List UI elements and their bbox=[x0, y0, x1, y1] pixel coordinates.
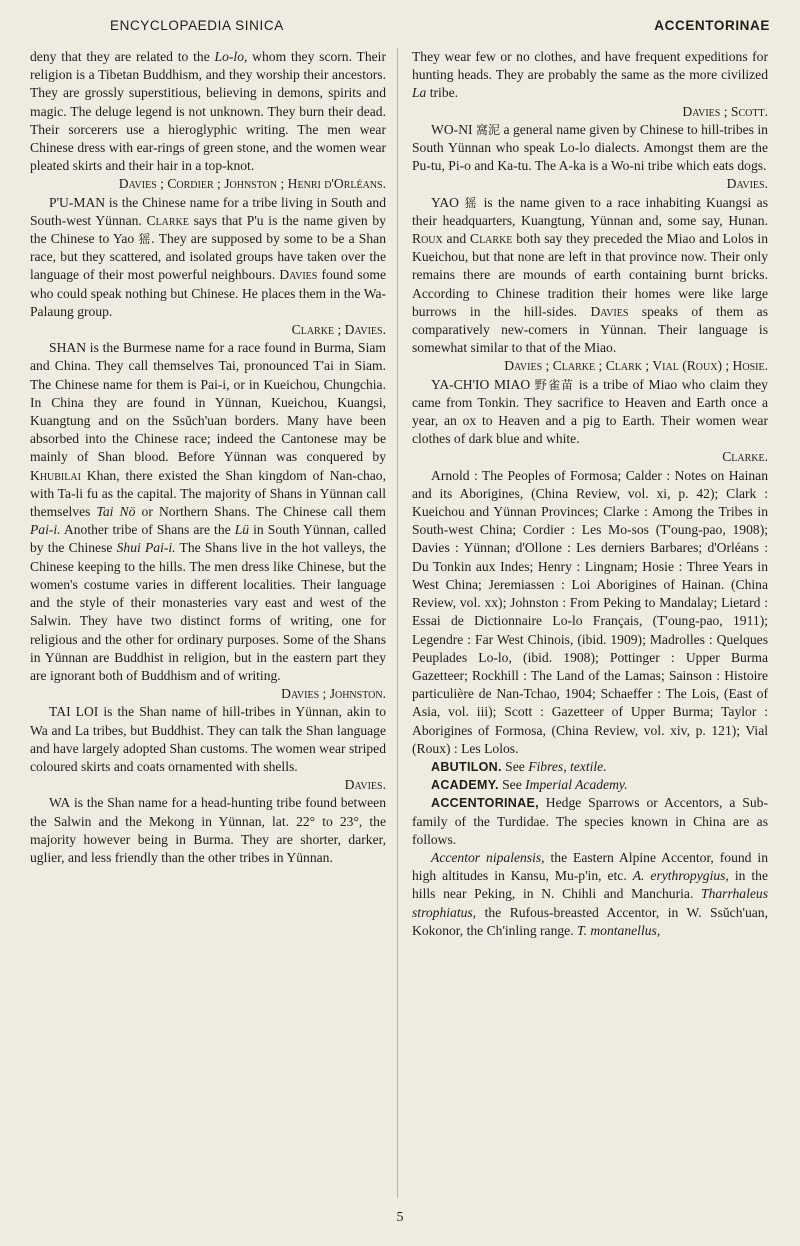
headword-yao: YAO bbox=[431, 194, 459, 210]
headword-shan: SHAN bbox=[49, 340, 87, 356]
citation-signature: Clarke ; Davies. bbox=[291, 322, 386, 338]
column-divider bbox=[397, 48, 398, 1198]
headword-abutilon: ABUTILON. bbox=[431, 759, 502, 774]
entry-academy: ACADEMY. See Imperial Academy. bbox=[431, 777, 628, 793]
citation-signature: Clarke. bbox=[722, 449, 768, 465]
headword-academy: ACADEMY. bbox=[431, 778, 499, 793]
headword-ya-chio-miao: YA-CH'IO MIAO bbox=[431, 376, 531, 392]
page-number: 5 bbox=[396, 1210, 404, 1225]
bibliography: Arnold : The Peoples of Formosa; Calder : Notes on Hainan and its Aborigines, (China Review, vol. xi, p. 42); Clark : Kueichou and Yünnan Provinces; Clarke : Among the Tribes in South-west China; Cordier : Les Mo-sos (T'oung-pao, 1908); Davies : Yünnan; d'Ollone : Les derniers Barbares; d'Orléans : Du Tonkin aux Indes; Henry : Lingnam; Hosie : Three Years in West China; Jeremiassen : Loi Aborigines of Hainan. (China Review, vol. xx); Johnston : From Peking to Mandalay; Lietard : Essai de Dictionnaire Lo-lo Français, (T'oung-pao, 1911); Legendre : Far West Chinois, (ibid. 1909); Madrolles : Quelques Peuplades Lo-lo, (ibid. 1908); Pottinger : Upper Burma Gazetteer; Rockhill : The Land of the Lamas; Sainson : Histoire particulière de Nan-Tchao, 1904; Schaeffer : The Lois, (East of Asia, vol. iii); Scott : Gazetteer of Upper Burma; Taylor : Aborigines of Formosa, (China Review, vol. xiv, p. 121); Vial (Roux) : Les Lolos. bbox=[412, 467, 768, 756]
accentorinae-species: Accentor nipalensis, the Eastern Alpine Accentor, found in high altitudes in Kansu, Mu-p'in, etc. A. erythropygius, in the hills near Peking, in N. Chihli and Manchuria. Tharrhaleus strophiatus, the Rufous-breasted Accentor, in W. Ssŭch'uan, Kokonor, the Ch'inling range. T. montanellus, bbox=[412, 849, 768, 938]
citation-signature: Davies. bbox=[726, 176, 768, 192]
headword-accentorinae: ACCENTORINAE, bbox=[431, 796, 539, 811]
left-column bbox=[30, 48, 386, 1203]
entry-shan: SHAN is the Burmese name for a race found in Burma, Siam and China. They call themselves Tai, pronounced T'ai in Siam. The Chinese name for them is Pai-i, or in Kueichou, Chungchia. In China they are found in Yünnan, Kueichou, Kuangsi, Kuangtung and on the Ssŭch'uan borders. Many have been absorbed into the Chinese race; indeed the Cantonese may be mainly of Shan blood. Before Yünnan was conquered by Khubilai Khan, there existed the Shan kingdom of Nan-chao, with Ta-li fu as the capital. The majority of Shans in Yünnan call themselves Tai Nö or Northern Shans. The Chinese call them Pai-i. Another tribe of Shans are the Lü in South Yünnan, called by the Chinese Shui Pai-i. The Shans live in the hot valleys, the Chinese keeping to the hills. The men dress like Chinese, but the women's costume varies in different localities. Their language and the style of their monasteries vary east and west of the Salwin. They have two distinct forms of writing, one for religious and the other for ordinary purposes. Some of the Shans in Yünnan are Buddhist in religion, but in the eastern part they are ignorant both of Buddhism and of writing. bbox=[30, 340, 386, 683]
entry-accentorinae: ACCENTORINAE, Hedge Sparrows or Accentors, a Sub-family of the Turdidae. The species known in China are as follows. bbox=[412, 795, 768, 847]
paragraph-wa-continued: They wear few or no clothes, and have frequent expeditions for hunting heads. They are probably the same as the more civilized La tribe. bbox=[412, 49, 768, 101]
right-column bbox=[412, 48, 768, 1203]
citation-signature: Davies ; Johnston. bbox=[281, 686, 386, 702]
entry-wo-ni: WO-NI 窩泥 a general name given by Chinese to hill-tribes in South Yünnan who speak Lo-lo dialects. Amongst them are the Pu-tu, Pi-o and Ka-tu. The A-ka is a Wo-ni tribe which eats dogs. bbox=[412, 121, 768, 174]
headword-puman: P'U-MAN bbox=[49, 194, 106, 210]
citation-signature: Davies ; Cordier ; Johnston ; Henri d'Orléans. bbox=[118, 176, 386, 192]
header-entry: ACCENTORINAE bbox=[654, 18, 770, 33]
citation-signature: Davies ; Clarke ; Clark ; Vial (Roux) ; Hosie. bbox=[504, 358, 768, 374]
header-title: ENCYCLOPAEDIA SINICA bbox=[110, 18, 284, 33]
paragraph-lolo-continued: deny that they are related to the Lo-lo, whom they scorn. Their religion is a Tibetan Buddhism, and they worship their ancestors. They are grossly superstitious, believing in demons, spirits and magic. The deluge legend is not unknown. They burn their dead. Their sorcerers use a hieroglyphic writing. The men wear Chinese dress with ear-rings of green stone, and the women wear pleated skirts and their hair in a top-knot. bbox=[30, 49, 386, 174]
headword-tai-loi: TAI LOI bbox=[49, 704, 99, 720]
entry-puman: P'U-MAN is the Chinese name for a tribe living in South and South-west Yünnan. Clarke says that P'u is the name given by the Chinese to Yao 猺. They are supposed by some to be a Shan race, but they scattered, and isolated groups have taken over the language of their most powerful neighbours. Davies found some who could speak nothing but Chinese. He places them in the Wa-Palaung group. bbox=[30, 194, 386, 319]
citation-signature: Davies ; Scott. bbox=[682, 103, 768, 119]
entry-ya-chio-miao: YA-CH'IO MIAO 野雀苗 is a tribe of Miao who claim they came from Tonkin. They sacrifice to Heaven and Earth once a year, an ox to Heaven and a pig to Earth. Their women wear clothes of dark blue and white. bbox=[412, 376, 768, 447]
entry-wa: WA is the Shan name for a head-hunting tribe found between the Salwin and the Mekong in Yünnan, lat. 22° to 23°, the majority however being in Burma. They are shorter, darker, uglier, and less friendly than the other tribes in Yünnan. bbox=[30, 795, 386, 865]
headword-wa: WA bbox=[49, 795, 71, 811]
citation-signature: Davies. bbox=[344, 777, 386, 793]
running-header bbox=[30, 14, 770, 36]
headword-wo-ni: WO-NI bbox=[431, 121, 473, 137]
entry-abutilon: ABUTILON. See Fibres, textile. bbox=[431, 758, 607, 774]
entry-yao: YAO 猺 is the name given to a race inhabiting Kuangsi as their headquarters, Kuangtung, Yünnan and, some say, Hunan. Roux and Clarke both say they preceded the Miao and Lolos in Kueichou, but that none are left in that province now. Their only remains there are mounds of earth containing burnt bricks. According to Chinese tradition their homes were like large burrows in the hill-sides. Davies speaks of them as comparatively new-comers in Yünnan. Their language is somewhat similar to that of the Miao. bbox=[412, 194, 768, 356]
entry-tai-loi: TAI LOI is the Shan name of hill-tribes in Yünnan, akin to Wa and La tribes, but Buddhist. They can talk the Shan language and have largely adopted Shan customs. The women wear striped coloured skirts and coats ornamented with shells. bbox=[30, 704, 386, 774]
